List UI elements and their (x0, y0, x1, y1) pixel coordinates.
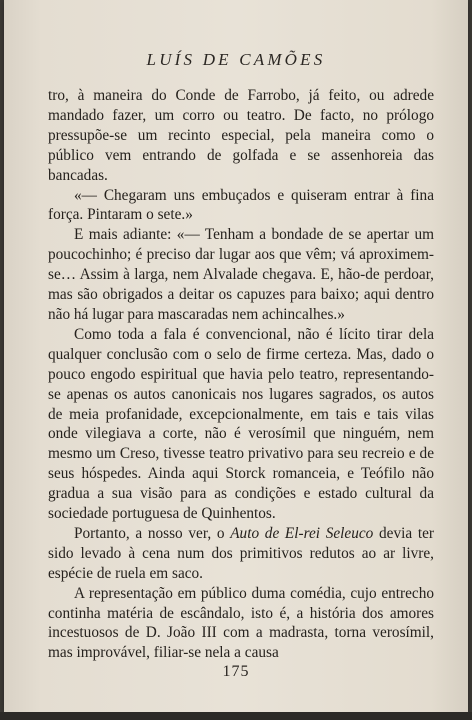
paragraph-2: «— Chegaram uns embuçados e quiseram entrar à fina força. Pintaram o sete.» (48, 186, 434, 224)
book-page (4, 0, 468, 712)
page-number: 175 (222, 663, 250, 680)
paragraph-4: Como toda a fala é convencional, não é lícito tirar dela qualquer conclusão com o selo de firme certeza. Mas, dado o pouco engodo espiritual que havia pelo teatro, representando-se apenas os autos canonicais nos lugares sagrados, os autos de meia profanidade, excepcionalmente, em tais e tais vilas onde vilegiava a corte, não é verosímil que ninguém, nem mesmo um Creso, tivesse teatro privativo para seu recreio e de seus hóspedes. Ainda aqui Storck romanceia, e Teófilo não gradua a sua visão para as condições e estado cultural da sociedade portuguesa de Quinhentos. (48, 325, 434, 523)
paragraph-5-tail: devia ter sido levado à cena num dos primitivos redutos ao ar livre, espécie de ruela em saco. (48, 524, 434, 582)
running-header: LUÍS DE CAMÕES (146, 50, 326, 69)
paragraph-5-lead: Portanto, a nosso ver, o (74, 524, 231, 542)
paragraph-6: A representação em público duma comédia, cujo entrecho continha matéria de escândalo, isto é, a história dos amores incestuosos de D. João III com a madrasta, torna verosímil, mas improvável, filiar-se nela a causa (48, 584, 434, 662)
body-text (48, 86, 434, 663)
work-title: Auto de El-rei Seleuco (230, 524, 374, 542)
page-edge-shadow (0, 712, 472, 720)
paragraph-3: E mais adiante: «— Tenham a bondade de se apertar um poucochinho; é preciso dar lugar aos que vêm; vá aproximem-se… Assim à larga, nem Alvalade chegava. E, hão-de perdoar, mas são obrigados a deitar os capuzes para baixo; aqui dentro não há lugar para mascaradas nem achincalhes.» (48, 226, 434, 323)
paragraph-1: tro, à maneira do Conde de Farrobo, já feito, ou adrede mandado fazer, um corro ou teatro. De facto, no prólogo pressupõe-se um recinto especial, pela maneira como o público vem entrando de golfada e se assenhoreia das bancadas. (48, 87, 434, 184)
paragraph-5 (48, 524, 434, 584)
